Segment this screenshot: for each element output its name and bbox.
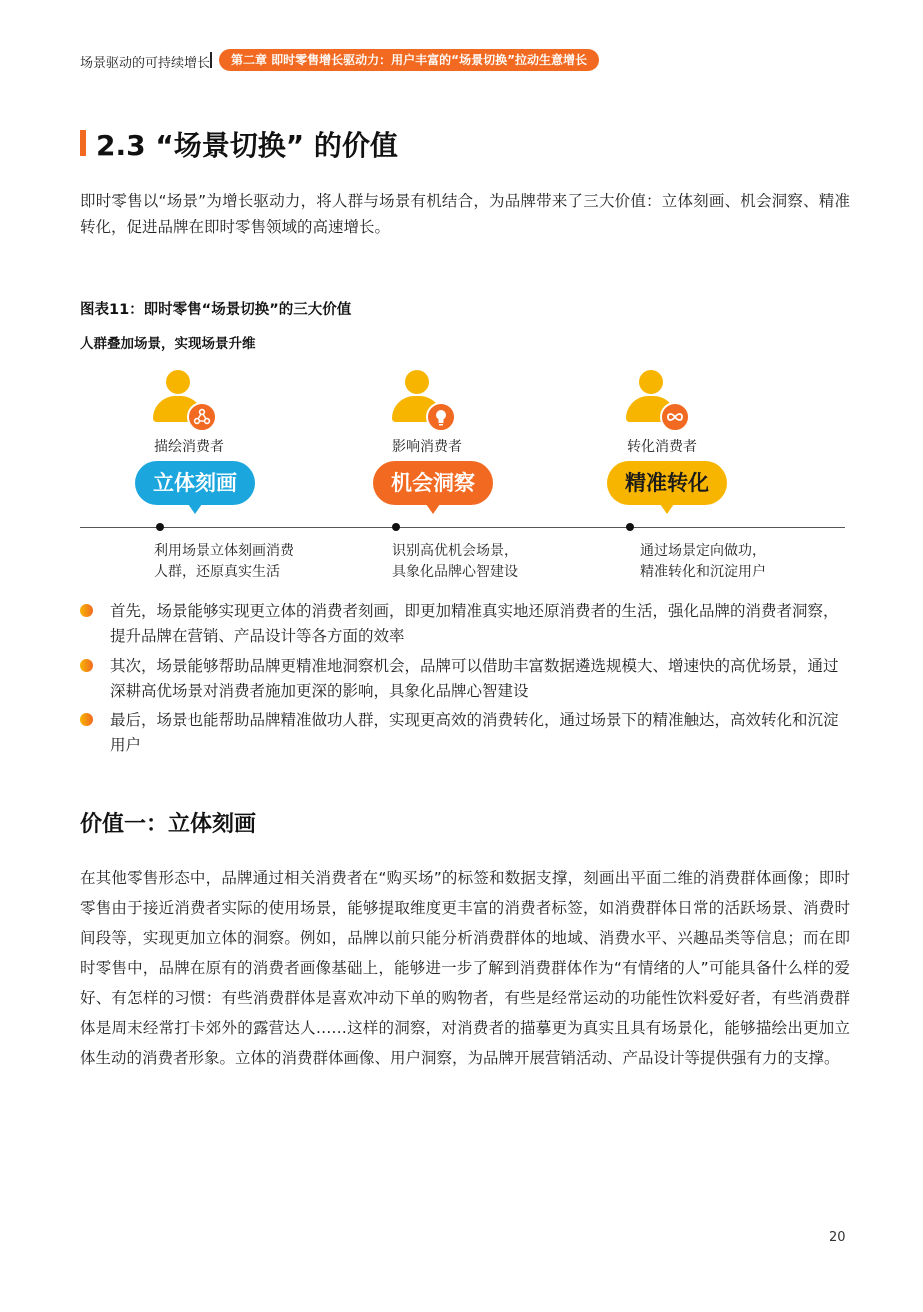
- bullet-text: 首先，场景能够实现更立体的消费者刻画，即更加精准真实地还原消费者的生活，强化品牌的消费者洞察，提升品牌在营销、产品设计等各方面的效率: [110, 602, 839, 645]
- figure-subtitle: 人群叠加场景，实现场景升维: [80, 336, 256, 352]
- person-head-icon: [166, 370, 190, 394]
- value-description-line: 精准转化和沉淀用户: [640, 564, 766, 580]
- tag-label: 立体刻画: [153, 471, 237, 495]
- intro-paragraph: 即时零售以“场景”为增长驱动力，将人群与场景有机结合，为品牌带来了三大价值：立体刻画、机会洞察、精准转化，促进品牌在即时零售领域的高速增长。: [80, 192, 850, 236]
- value-description-line: 识别高优机会场景，: [392, 543, 518, 559]
- persona-label-1: 描绘消费者: [154, 439, 224, 455]
- person-head-icon: [405, 370, 429, 394]
- value-description-1: [154, 541, 294, 583]
- timeline-dot: [392, 523, 400, 531]
- tag-opportunity-insight: [373, 461, 493, 505]
- timeline-dot: [626, 523, 634, 531]
- timeline-dot: [156, 523, 164, 531]
- bullet-dot-icon: [80, 713, 93, 726]
- tag-pointer: [188, 504, 202, 514]
- bullet-text: 最后，场景也能帮助品牌精准做功人群，实现更高效的消费转化，通过场景下的精准触达，高效转化和沉淀用户: [110, 711, 839, 754]
- header-divider: [210, 52, 212, 68]
- page-number: 20: [829, 1230, 846, 1245]
- tag-stereoscopic-portrait: [135, 461, 255, 505]
- persona-label-2: 影响消费者: [392, 439, 462, 455]
- network-icon: [187, 402, 217, 432]
- tag-pointer: [426, 504, 440, 514]
- value-description-line: 通过场景定向做功，: [640, 543, 766, 559]
- bullet-dot-icon: [80, 659, 93, 672]
- persona-icon-2: [392, 368, 472, 430]
- bullet-text: 其次，场景能够帮助品牌更精准地洞察机会，品牌可以借助丰富数据遴选规模大、增速快的高优场景，通过深耕高优场景对消费者施加更深的影响，具象化品牌心智建设: [110, 657, 839, 700]
- lightbulb-icon: [426, 402, 456, 432]
- value-one-paragraph: 在其他零售形态中，品牌通过相关消费者在“购买场”的标签和数据支撑，刻画出平面二维的消费群体画像；即时零售由于接近消费者实际的使用场景，能够提取维度更丰富的消费者标签，如消费群体日常的活跃场景、消费时间段等，实现更加立体的洞察。例如，品牌以前只能分析消费群体的地域、消费水平、兴趣品类等信息；而在即时零售中，品牌在原有的消费者画像基础上，能够进一步了解到消费群体作为“有情绪的人”可能具备什么样的爱好、有怎样的习惯：有些消费群体是喜欢冲动下单的购物者，有些是经常运动的功能性饮料爱好者，有些消费群体是周末经常打卡郊外的露营达人……这样的洞察，对消费者的描摹更为真实且具有场景化，能够描绘出更加立体生动的消费者形象。立体的消费群体画像、用户洞察，为品牌开展营销活动、产品设计等提供强有力的支撑。: [80, 869, 850, 1067]
- timeline-axis: [80, 527, 845, 528]
- section-title: 2.3 “场景切换” 的价值: [96, 129, 398, 162]
- bullet-dot-icon: [80, 604, 93, 617]
- persona-icon-3: [626, 368, 706, 430]
- persona-label-3: 转化消费者: [627, 439, 697, 455]
- tag-label: 精准转化: [625, 471, 709, 495]
- tag-label: 机会洞察: [391, 471, 475, 495]
- infinity-icon: [660, 402, 690, 432]
- persona-icon-1: [153, 368, 233, 430]
- section-title-marker: [80, 130, 86, 156]
- value-description-3: [640, 541, 766, 583]
- value-description-line: 具象化品牌心智建设: [392, 564, 518, 580]
- chapter-badge: 第二章 即时零售增长驱动力：用户丰富的“场景切换”拉动生意增长: [219, 49, 599, 71]
- value-description-line: 人群，还原真实生活: [154, 564, 280, 580]
- value-description-2: [392, 541, 518, 583]
- book-title: 场景驱动的可持续增长: [80, 56, 211, 71]
- figure-title: 图表11：即时零售“场景切换”的三大价值: [80, 302, 352, 318]
- subsection-heading: 价值一：立体刻画: [80, 812, 257, 837]
- person-head-icon: [639, 370, 663, 394]
- tag-pointer: [660, 504, 674, 514]
- value-description-line: 利用场景立体刻画消费: [154, 543, 294, 559]
- tag-precise-conversion: [607, 461, 727, 505]
